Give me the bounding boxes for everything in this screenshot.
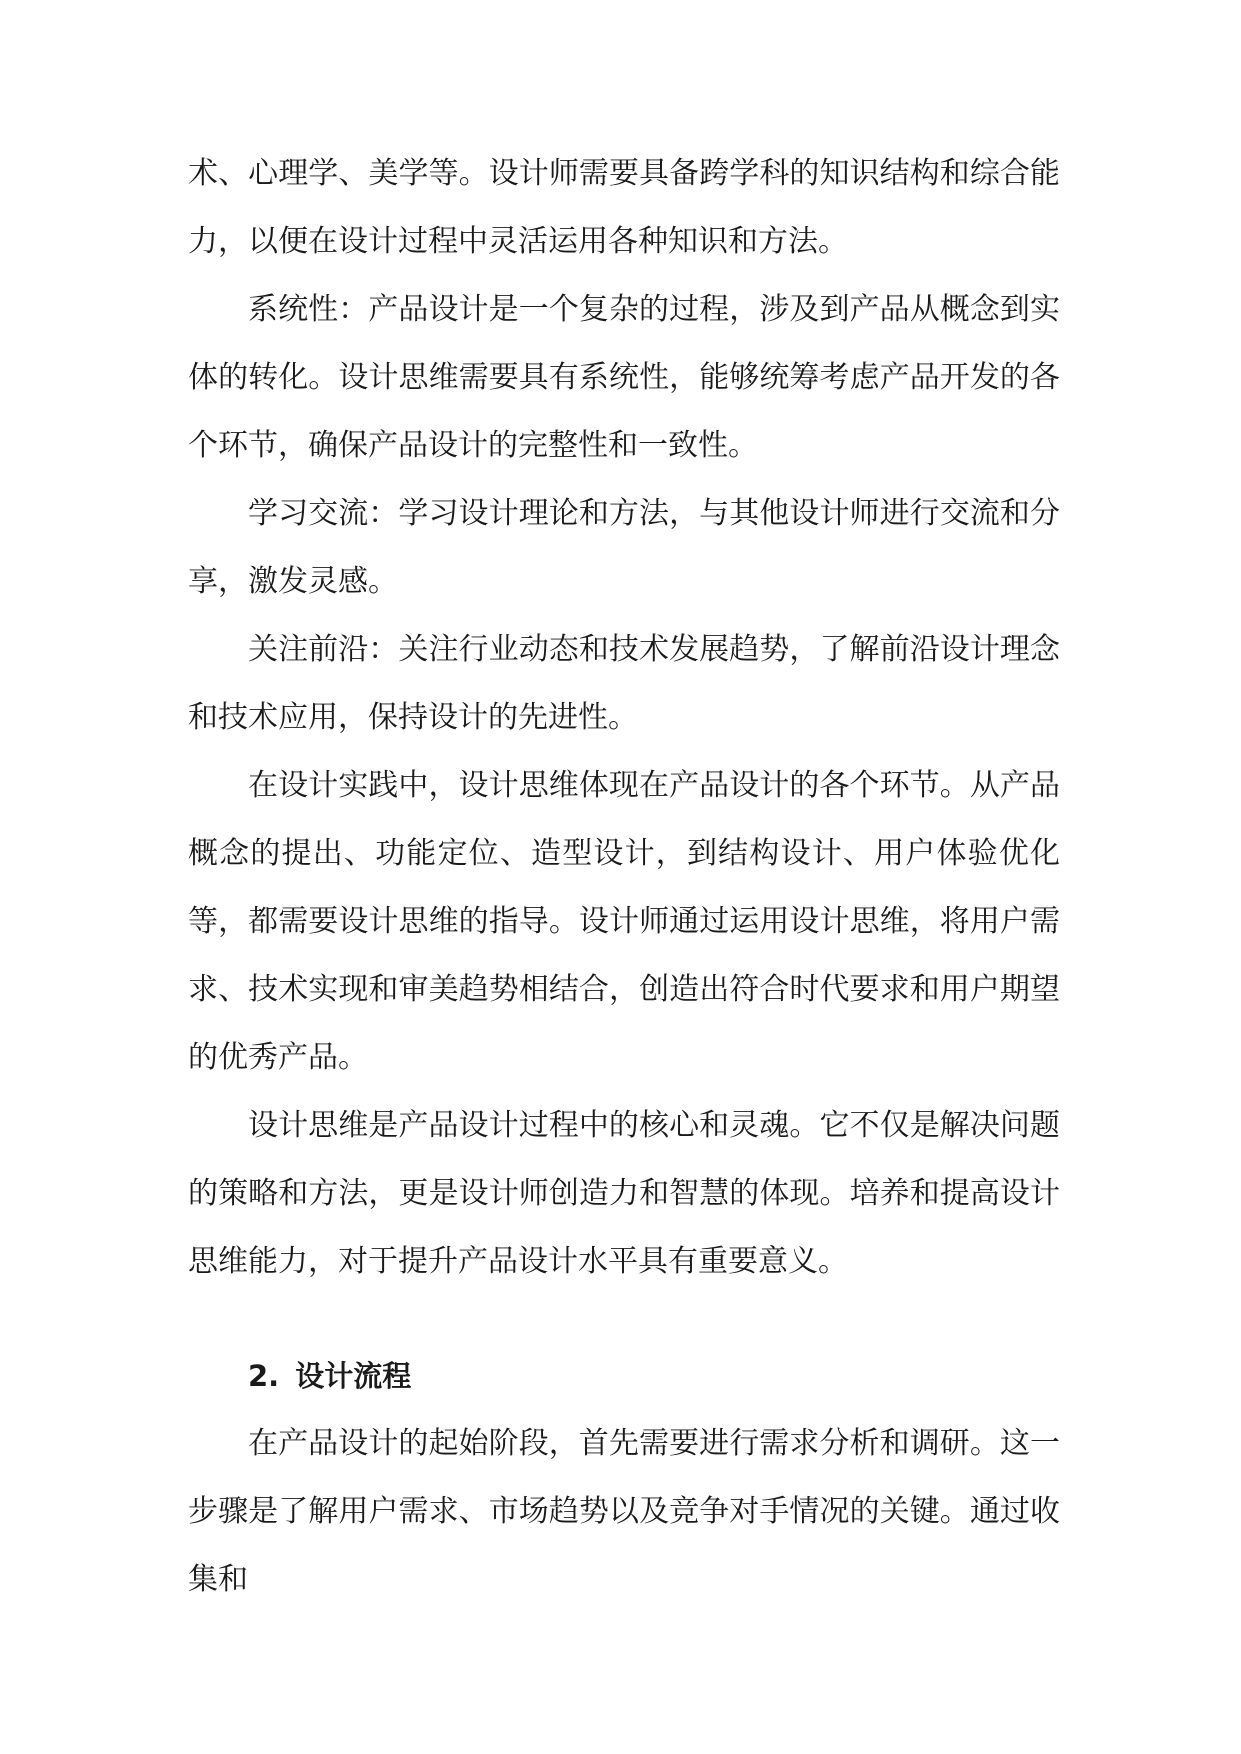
paragraph-design-practice: 在设计实践中，设计思维体现在产品设计的各个环节。从产品概念的提出、功能定位、造型设计，到结构设计、用户体验优化等，都需要设计思维的指导。设计师通过运用设计思维，将用户需求、技术实现和审美趋势相结合，创造出符合时代要求和用户期望的优秀产品。 [188,768,1060,1075]
paragraph-frontier: 关注前沿：关注行业动态和技术发展趋势，了解前沿设计理念和技术应用，保持设计的先进性。 [188,632,1060,735]
document-body [188,140,1060,1614]
paragraph-requirements-analysis: 在产品设计的起始阶段，首先需要进行需求分析和调研。这一步骤是了解用户需求、市场趋势以及竞争对手情况的关键。通过收集和 [188,1426,1060,1597]
section-heading [188,1342,1060,1410]
paragraph-continued: 术、心理学、美学等。设计师需要具备跨学科的知识结构和综合能力，以便在设计过程中灵活运用各种知识和方法。 [188,156,1060,259]
section-number: 2. [248,1359,280,1393]
paragraph-learning-exchange: 学习交流：学习设计理论和方法，与其他设计师进行交流和分享，激发灵感。 [188,496,1060,599]
section-title: 设计流程 [295,1359,412,1393]
paragraph-design-thinking-core: 设计思维是产品设计过程中的核心和灵魂。它不仅是解决问题的策略和方法，更是设计师创造力和智慧的体现。培养和提高设计思维能力，对于提升产品设计水平具有重要意义。 [188,1108,1060,1279]
paragraph-systematic: 系统性：产品设计是一个复杂的过程，涉及到产品从概念到实体的转化。设计思维需要具有系统性，能够统筹考虑产品开发的各个环节，确保产品设计的完整性和一致性。 [188,292,1060,463]
